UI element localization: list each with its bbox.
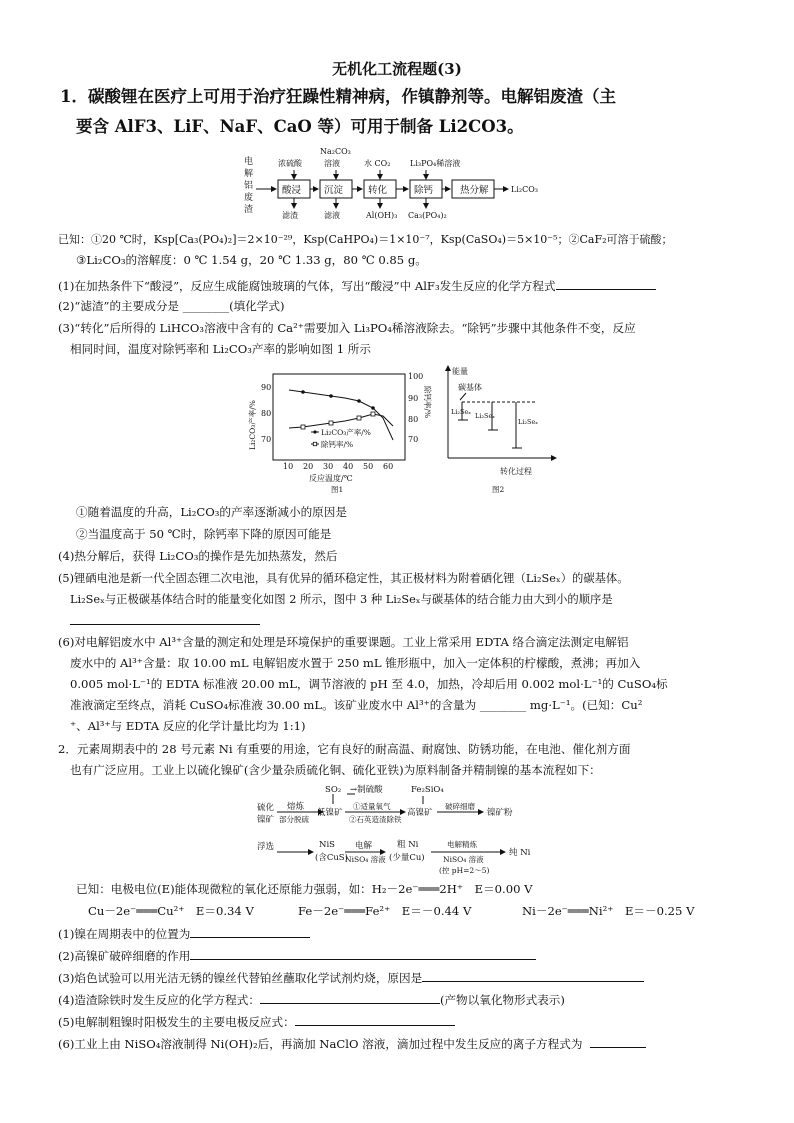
answer-blank[interactable]	[422, 969, 644, 982]
fig1-yield-point	[329, 394, 333, 398]
fig1-yright-tick: 80	[408, 415, 419, 424]
q1-known-line1: 已知：①20 ℃时，Ksp[Ca₃(PO₄)₂]＝2×10⁻²⁹，Ksp(CaHPO₄)＝1×10⁻⁷，Ksp(CaSO₄)＝5×10⁻⁵；②CaF₂可溶于硫酸；	[58, 233, 673, 246]
q2-known-ni: Ni－2e⁻═══Ni²⁺ E＝－0.25 V	[522, 904, 695, 918]
flow1-product: Ca₃(PO₄)₂	[408, 211, 447, 220]
page-title: 无机化工流程题(3)	[332, 60, 462, 78]
q1-known-line2: ③Li₂CO₃的溶解度：0 ℃ 1.54 g，20 ℃ 1.33 g，80 ℃ 0.85 g。	[76, 253, 427, 267]
fig2-species: Li₂Seₓ	[475, 412, 496, 420]
flow1-source-char: 废	[244, 193, 254, 203]
flow1-source-char: 铝	[244, 181, 254, 191]
q1-sub1	[58, 277, 656, 294]
flow2-smelt: 熔炼	[287, 802, 305, 812]
flow1-step-label: 除钙	[414, 185, 434, 196]
q1-stem-line2: 要含 AlF3、LiF、NaF、CaO 等）可用于制备 Li2CO3。	[76, 117, 524, 136]
flow2-crude-cu: (少量Cu)	[389, 853, 425, 863]
answer-blank[interactable]	[190, 925, 310, 938]
q1-sub3-line1: (3)“转化”后所得的 LiHCO₃溶液中含有的 Ca²⁺需要加入 Li₃PO₄稀溶液除去。“除钙”步骤中其他条件不变，反应	[58, 321, 636, 335]
flow1-final-product: Li₂CO₃	[511, 185, 538, 194]
flow2-pure-ni: 纯 Ni	[509, 848, 531, 858]
fig1-xlabel: 反应温度/℃	[309, 474, 353, 483]
flow2-electrolysis: 电解	[355, 841, 373, 851]
fig1-ylabel-right: 除钙率/%	[423, 386, 432, 419]
q2-sub1-text: (1)镍在周期表中的位置为	[58, 927, 191, 941]
fig1-x-tick: 10	[283, 462, 294, 471]
q1-sub3-q1: ①随着温度的升高，Li₂CO₃的产率逐渐减小的原因是	[76, 505, 347, 519]
answer-blank[interactable]	[260, 991, 440, 1004]
flow1-reagent: Na₂CO₃	[320, 147, 351, 156]
flow1-reagent: Li₃PO₄稀溶液	[410, 159, 461, 168]
q2-stem-line2: 也有广泛应用。工业上以硫化镍矿(含少量杂质硫化铜、硫化亚铁)为原料制备并精制镍的基本流程如下：	[70, 763, 601, 777]
flow1-source-char: 解	[244, 169, 254, 179]
fig1-ca-point	[329, 421, 333, 425]
q1-sub5-line1: (5)锂硒电池是新一代全固态锂二次电池，具有优异的循环稳定性，其正极材料为附着硒化锂（Li₂Seₓ）的碳基体。	[58, 572, 629, 585]
flow1-source-char: 电	[244, 157, 254, 167]
fig1-legend-yield: Li₂CO₃产率/%	[321, 428, 371, 437]
flow2-ore: 镍矿	[257, 815, 275, 825]
fig1-yright-tick: 100	[408, 372, 424, 381]
fig1-yleft-tick: 80	[261, 409, 272, 418]
flow1-reagent: 浓硫酸	[278, 159, 302, 168]
q2-known-cu: Cu－2e⁻═══Cu²⁺ E＝0.34 V	[88, 904, 254, 918]
q2-sub5-text: (5)电解制粗镍时阳极发生的主要电极反应式：	[58, 1015, 295, 1029]
flow1-step-label: 沉淀	[324, 185, 344, 196]
q2-known-fe: Fe－2e⁻═══Fe²⁺ E＝－0.44 V	[298, 904, 472, 918]
flow1-product: Al(OH)₃	[366, 211, 398, 220]
q2-flowchart	[255, 784, 575, 876]
q2-sub5	[58, 1013, 455, 1030]
q2-stem-line1: 2．元素周期表中的 28 号元素 Ni 有重要的用途，它有良好的耐高温、耐腐蚀、防锈功能，在电池、催化剂方面	[58, 742, 631, 756]
fig1-x-tick: 40	[343, 462, 354, 471]
q2-sub1	[58, 925, 310, 942]
fig2-species: Li₂Seₓ	[518, 418, 539, 426]
flow2-ph: (控 pH=2～5)	[439, 866, 490, 875]
fig1-yield-point	[301, 390, 305, 394]
flow2-step2: ②石英造渣除铁	[349, 815, 402, 824]
q1-sub6-line4: 准液滴定至终点，消耗 CuSO₄标准液 30.00 mL。该矿业废水中 Al³⁺的含量为 ________ mg·L⁻¹。(已知：Cu²	[70, 698, 643, 712]
figure-1	[245, 368, 435, 496]
fig1-yield-point	[357, 399, 361, 403]
fig1-yleft-tick: 90	[261, 383, 272, 392]
fig1-yleft-tick: 70	[261, 435, 272, 444]
flow2-niso4-2: NiSO₄ 溶液	[443, 855, 484, 864]
answer-blank[interactable]	[190, 947, 536, 960]
fig1-legend-marker-ca	[313, 442, 316, 445]
flow2-flotation: 浮选	[257, 842, 275, 852]
q1-sub5-line2: Li₂Seₓ与正极碳基体结合时的能量变化如图 2 所示，图中 3 种 Li₂Seₓ与碳基体的结合能力由大到小的顺序是	[70, 593, 613, 606]
flow1-step-label: 转化	[368, 185, 388, 196]
flow2-crude-ni: 粗 Ni	[397, 840, 419, 850]
flow1-product: 滤液	[324, 211, 340, 220]
fig1-x-tick: 60	[383, 462, 394, 471]
flow2-grind: 破碎细磨	[445, 802, 475, 811]
fig2-ylabel: 能量	[452, 367, 468, 376]
q1-sub6-line5: ⁺、Al³⁺与 EDTA 反应的化学计量比均为 1:1)	[70, 719, 306, 733]
answer-blank[interactable]	[590, 1035, 646, 1048]
figure-2	[440, 362, 570, 498]
flow2-cus: (含CuS)	[315, 853, 348, 863]
q1-sub2: (2)“滤渣”的主要成分是 ________(填化学式)	[58, 299, 285, 313]
q2-sub6	[58, 1035, 646, 1052]
q1-sub6-line1: (6)对电解铝废水中 Al³⁺含量的测定和处理是环境保护的重要课题。工业上常采用 EDTA 络合滴定法测定电解铝	[58, 635, 629, 649]
q1-sub6-line3: 0.005 mol·L⁻¹的 EDTA 标准液 20.00 mL，调节溶液的 pH 至 4.0，加热，冷却后用 0.002 mol·L⁻¹的 CuSO₄标	[70, 677, 668, 691]
q2-sub2	[58, 947, 536, 964]
q1-sub3-q2: ②当温度高于 50 ℃时，除钙率下降的原因可能是	[76, 527, 332, 541]
fig2-xlabel: 转化过程	[500, 467, 532, 476]
flow2-powder: 镍矿粉	[487, 808, 513, 818]
fig1-ylabel-left: Li₂CO₃产率/%	[248, 400, 257, 450]
flow1-reagent: 溶液	[324, 159, 340, 168]
fig1-legend-ca: 除钙率/%	[321, 440, 354, 449]
flow1-step-label: 酸浸	[282, 185, 302, 196]
fig1-x-tick: 50	[363, 462, 374, 471]
q1-sub1-text: (1)在加热条件下“酸浸”，反应生成能腐蚀玻璃的气体，写出“酸浸”中 AlF₃发生反应的化学方程式	[58, 279, 556, 293]
q1-sub4: (4)热分解后，获得 Li₂CO₃的操作是先加热蒸发，然后	[58, 549, 338, 563]
flow1-reagent: 水 CO₂	[364, 159, 391, 168]
flow2-smelt: 部分脱硫	[279, 815, 309, 824]
flow2-low-ni: 低镍矿	[317, 808, 343, 818]
flow1-source-char: 渣	[244, 205, 254, 215]
q1-sub3-line2: 相同时间，温度对除钙率和 Li₂CO₃产率的影响如图 1 所示	[70, 342, 371, 356]
fig1-ca-point	[371, 412, 375, 416]
fig1-ca-point	[301, 425, 305, 429]
q2-sub4-text: (4)造渣除铁时发生反应的化学方程式：	[58, 993, 260, 1007]
fig1-yield-point	[371, 406, 375, 410]
flow2-high-ni: 高镍矿	[407, 808, 433, 818]
fig1-yright-tick: 70	[408, 435, 419, 444]
q1-flowchart	[240, 146, 570, 226]
q2-sub2-text: (2)高镍矿破碎细磨的作用	[58, 949, 191, 963]
fig1-x-tick: 30	[323, 462, 334, 471]
fig1-x-tick: 20	[303, 462, 314, 471]
flow2-h2so4: →制硫酸	[350, 785, 383, 795]
flow1-step-label: 热分解	[460, 185, 489, 196]
q2-sub3-text: (3)焰色试验可以用光洁无锈的镍丝代替铂丝蘸取化学试剂灼烧，原因是	[58, 971, 423, 985]
q2-known-line1: 已知：电极电位(E)能体现微粒的氧化还原能力强弱，如：H₂－2e⁻═══2H⁺ E＝0.00 V	[76, 882, 533, 896]
flow2-fe2sio4: Fe₂SiO₄	[411, 785, 444, 795]
flow2-nis: NiS	[319, 840, 335, 850]
q2-sub6-text: (6)工业上由 NiSO₄溶液制得 Ni(OH)₂后，再滴加 NaClO 溶液，滴加过程中发生反应的离子方程式为	[58, 1037, 583, 1051]
answer-line[interactable]	[70, 624, 260, 625]
fig1-caption: 图1	[331, 485, 344, 494]
fig1-yright-tick: 90	[408, 394, 419, 403]
fig1-legend-marker-yield	[313, 430, 316, 433]
answer-blank[interactable]	[556, 277, 656, 290]
fig2-caption: 图2	[492, 485, 505, 494]
flow1-product: 滤渣	[282, 211, 298, 220]
q1-stem-line1: 1．碳酸锂在医疗上可用于治疗狂躁性精神病，作镇静剂等。电解铝废渣（主	[60, 87, 616, 106]
flow2-refine: 电解精炼	[447, 840, 477, 849]
answer-blank[interactable]	[295, 1013, 455, 1026]
fig2-carbon-label: 碳基体	[458, 383, 482, 392]
fig2-species: Li₂Seₓ	[451, 408, 472, 416]
flow2-so2: SO₂	[325, 785, 342, 795]
q1-sub6-line2: 废水中的 Al³⁺含量：取 10.00 mL 电解铝废水置于 250 mL 锥形瓶中，加入一定体积的柠檬酸，煮沸；再加入	[70, 656, 641, 670]
q2-sub4	[58, 991, 565, 1008]
flow2-step1: ①适量氧气	[353, 802, 391, 811]
fig1-ca-point	[357, 416, 361, 420]
flow2-niso4-1: NiSO₄ 溶液	[345, 855, 386, 864]
flow2-ore: 硫化	[257, 803, 275, 813]
q2-sub3	[58, 969, 644, 986]
q1-stem	[60, 82, 750, 142]
q2-sub4-note: (产物以氧化物形式表示)	[439, 993, 565, 1007]
